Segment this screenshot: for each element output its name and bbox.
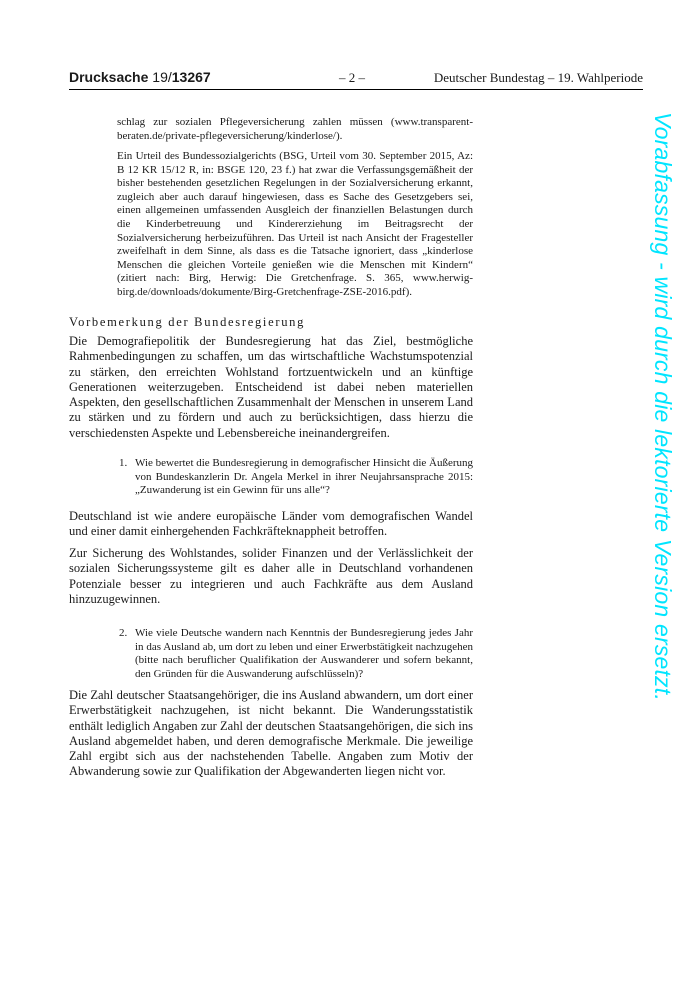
answer-text: Die Zahl deutscher Staatsangehöriger, die ins Ausland abwandern, um dort einer Erwerbstätigkeit nachzugehen, ist nicht bekannt. Die Wanderungsstatistik enthält lediglich Angaben zur Zahl der deutschen Staatsangehörigen, die sich ins Ausland abgemeldet haben, und deren demografische Merkmale. Die jeweilige Zahl ergibt sich aus der nachstehenden Tabelle. Angaben zum Motiv der Abwanderung sowie zur Qualifikation der Abgewanderten liegen nicht vor.: [69, 688, 473, 779]
answer-1-paragraph-1: [69, 509, 473, 540]
intro-note-text: Ein Urteil des Bundessozialgerichts (BSG, Urteil vom 30. September 2015, Az: B 12 KR 15/12 R, in: BSGE 120, 23 f.) hat zwar die Verfassungsgemäßheit der bisher bestehenden gesetzlichen Regelungen in der Sozialversicherung erkannt, zugleich aber auch darauf hingewiesen, dass es Sache des Gesetzgebers sei, einen allgemeinen umfassenden Ausgleich der finanziellen Belastungen durch die Kinderbetreuung und Kindererziehung im Beitragsrecht der Sozialversicherung herbeizuführen. Das Urteil ist nach Ansicht der Fragesteller zweifelhaft in dem Sinne, als dass es die Tatsache ignoriert, dass „kinderlose Menschen die gleichen Vorteile genießen wie die Menschen mit Kindern“ (zitiert nach: Birg, Herwig: Die Gretchenfrage. S. 365, www.herwig-birg.de/downloads/dokumente/Birg-Gretchenfrage-ZSE-2016.pdf).: [117, 150, 473, 298]
doc-number-prefix: 19/: [152, 69, 172, 85]
page-number: – 2 –: [339, 70, 365, 85]
intro-note-1: [117, 116, 473, 143]
section-title: Vorbemerkung der Bundesregierung: [69, 315, 306, 329]
page-header: [69, 67, 643, 90]
question-number: 2.: [119, 627, 128, 639]
answer-1-paragraph-2: [69, 546, 473, 607]
document-id: [69, 69, 211, 85]
question-1: [119, 457, 473, 498]
question-text: Wie bewertet die Bundesregierung in demografischer Hinsicht die Äußerung von Bundeskanzlerin Dr. Angela Merkel in ihrer Neujahrsansprache 2015: „Zuwanderung ist ein Gewinn für uns alle“?: [135, 457, 474, 497]
intro-note-text: schlag zur sozialen Pflegeversicherung zahlen müssen (www.transparent-beraten.de/private-pflegeversicherung/kinderlose/).: [117, 116, 473, 142]
answer-text: Deutschland ist wie andere europäische Länder vom demografischen Wandel und einer damit einhergehenden Fachkräfteknappheit betroffen.: [69, 509, 473, 539]
publisher: Deutscher Bundestag – 19. Wahlperiode: [433, 70, 643, 85]
doc-label: Drucksache: [69, 69, 149, 85]
intro-note-2: [117, 150, 473, 300]
answer-2-paragraph: [69, 688, 473, 780]
answer-text: Zur Sicherung des Wohlstandes, solider Finanzen und der Verlässlichkeit der sozialen Sicherungssysteme gilt es daher alle in Deutschland vorhandenen Potenziale besser zu integrieren und auch Fachkräfte aus dem Ausland hinzuzugewinnen.: [69, 546, 473, 606]
question-2: [119, 627, 473, 681]
draft-watermark: Vorabfassung - wird durch die lektorierte Version ersetzt.: [650, 112, 676, 701]
preface-paragraph: [69, 334, 473, 441]
preface-text: Die Demografiepolitik der Bundesregierung hat das Ziel, bestmögliche Rahmenbedingungen zu schaffen, um das wirtschaftliche Wachstumspotenzial zu stärken, den erreichten Wohlstand fortzuentwickeln und an künftige Generationen weiterzugeben. Entscheidend ist dabei neben materiellen Aspekten, den gesellschaftlichen Zusammenhalt der Menschen in unserem Land zu stärken und zu fördern und auch zu berücksichtigen, dass hierzu die verschiedensten Aspekte und Lebensbereiche ineinandergreifen.: [69, 334, 473, 440]
question-text: Wie viele Deutsche wandern nach Kenntnis der Bundesregierung jedes Jahr in das Ausland ab, um dort zu leben und einer Erwerbstätigkeit nachzugehen (bitte nach beruflicher Qualifikation der Auswanderer und sofern bekannt, den Gründen für die Auswanderung aufschlüsseln)?: [135, 627, 473, 680]
doc-number: 13267: [171, 69, 211, 85]
question-number: 1.: [119, 457, 128, 469]
